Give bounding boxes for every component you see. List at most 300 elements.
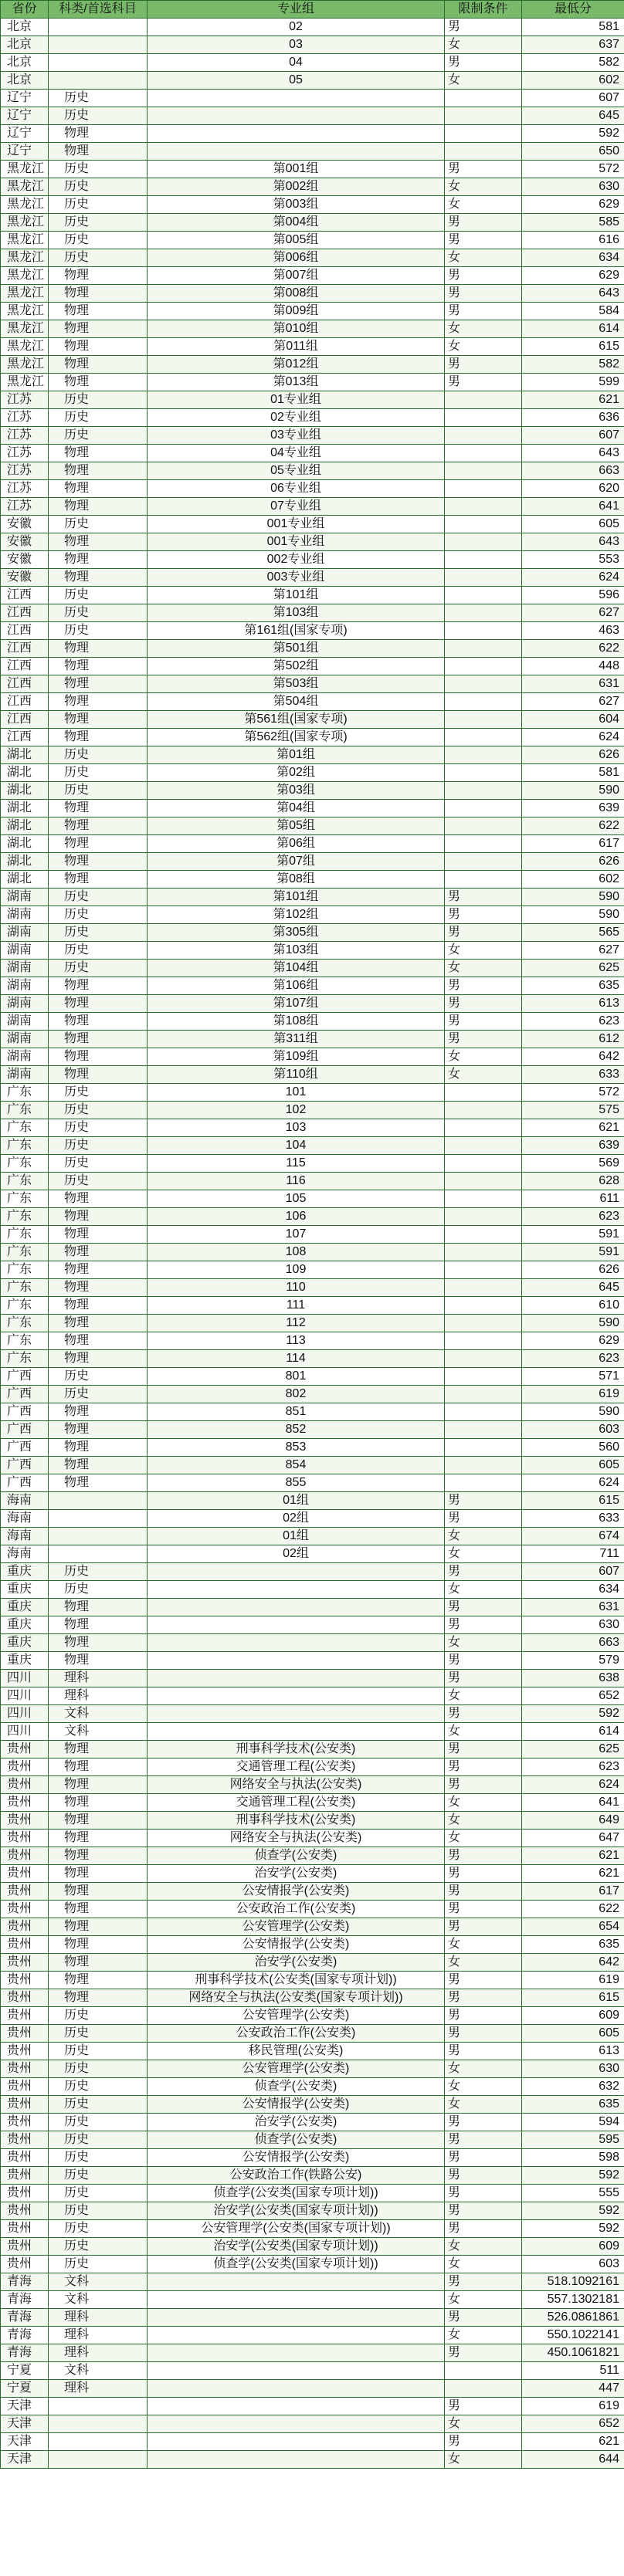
major-group-cell: 第012组 xyxy=(148,356,445,374)
subject-cell: 物理 xyxy=(49,320,148,338)
min-score-cell: 629 xyxy=(522,1332,624,1350)
table-row xyxy=(1,178,624,196)
subject-cell: 物理 xyxy=(49,1457,148,1474)
major-group-cell: 第009组 xyxy=(148,303,445,320)
table-row xyxy=(1,2114,624,2131)
limit-cell: 男 xyxy=(445,1776,522,1794)
province-cell: 广东 xyxy=(1,1084,49,1102)
table-row xyxy=(1,214,624,232)
limit-cell xyxy=(445,1439,522,1457)
major-group-cell: 853 xyxy=(148,1439,445,1457)
major-group-cell: 第001组 xyxy=(148,161,445,178)
min-score-cell: 623 xyxy=(522,1759,624,1776)
province-cell: 贵州 xyxy=(1,2043,49,2060)
limit-cell: 女 xyxy=(445,2060,522,2078)
table-row xyxy=(1,2167,624,2185)
table-row xyxy=(1,1013,624,1031)
subject-cell xyxy=(49,72,148,90)
min-score-cell: 605 xyxy=(522,1457,624,1474)
limit-cell: 男 xyxy=(445,285,522,303)
subject-cell: 文科 xyxy=(49,2291,148,2309)
min-score-cell: 605 xyxy=(522,2025,624,2043)
major-group-cell: 第103组 xyxy=(148,942,445,960)
limit-cell: 男 xyxy=(445,303,522,320)
province-cell: 广东 xyxy=(1,1226,49,1244)
min-score-cell: 596 xyxy=(522,587,624,604)
table-row xyxy=(1,711,624,729)
limit-cell: 男 xyxy=(445,2202,522,2220)
limit-cell: 女 xyxy=(445,2451,522,2469)
limit-cell: 女 xyxy=(445,960,522,977)
min-score-cell: 641 xyxy=(522,1794,624,1812)
table-row xyxy=(1,1883,624,1901)
min-score-cell: 638 xyxy=(522,1670,624,1687)
table-row xyxy=(1,1545,624,1563)
limit-cell xyxy=(445,551,522,569)
limit-cell: 女 xyxy=(445,1048,522,1066)
table-row xyxy=(1,249,624,267)
table-row xyxy=(1,1332,624,1350)
table-row xyxy=(1,1616,624,1634)
province-cell: 广西 xyxy=(1,1421,49,1439)
min-score-cell: 617 xyxy=(522,835,624,853)
subject-cell: 历史 xyxy=(49,2185,148,2202)
subject-cell: 理科 xyxy=(49,2327,148,2344)
province-cell: 湖南 xyxy=(1,1031,49,1048)
major-group-cell: 公安情报学(公安类) xyxy=(148,1883,445,1901)
subject-cell: 文科 xyxy=(49,2362,148,2380)
table-row xyxy=(1,267,624,285)
min-score-cell: 617 xyxy=(522,1883,624,1901)
subject-cell: 物理 xyxy=(49,995,148,1013)
table-row xyxy=(1,232,624,249)
province-cell: 湖南 xyxy=(1,1048,49,1066)
subject-cell: 物理 xyxy=(49,1776,148,1794)
min-score-cell: 631 xyxy=(522,1599,624,1616)
major-group-cell: 01组 xyxy=(148,1528,445,1545)
province-cell: 江苏 xyxy=(1,391,49,409)
limit-cell xyxy=(445,1421,522,1439)
limit-cell: 男 xyxy=(445,161,522,178)
table-row xyxy=(1,817,624,835)
limit-cell xyxy=(445,1244,522,1261)
limit-cell: 男 xyxy=(445,1563,522,1581)
major-group-cell xyxy=(148,2362,445,2380)
limit-cell: 女 xyxy=(445,338,522,356)
subject-cell: 理科 xyxy=(49,2309,148,2327)
major-group-cell: 113 xyxy=(148,1332,445,1350)
province-cell: 湖北 xyxy=(1,800,49,817)
subject-cell: 物理 xyxy=(49,835,148,853)
province-cell: 贵州 xyxy=(1,2167,49,2185)
province-cell: 黑龙江 xyxy=(1,249,49,267)
table-row xyxy=(1,675,624,693)
table-row xyxy=(1,374,624,391)
table-row xyxy=(1,1226,624,1244)
min-score-cell: 448 xyxy=(522,658,624,675)
province-cell: 黑龙江 xyxy=(1,320,49,338)
table-row xyxy=(1,462,624,480)
province-cell: 四川 xyxy=(1,1723,49,1741)
table-row xyxy=(1,1102,624,1119)
limit-cell: 女 xyxy=(445,1794,522,1812)
province-cell: 贵州 xyxy=(1,1918,49,1936)
province-cell: 广西 xyxy=(1,1368,49,1386)
limit-cell: 男 xyxy=(445,54,522,72)
subject-cell: 历史 xyxy=(49,2238,148,2256)
limit-cell xyxy=(445,746,522,764)
limit-cell: 女 xyxy=(445,2291,522,2309)
subject-cell: 物理 xyxy=(49,658,148,675)
limit-cell xyxy=(445,658,522,675)
province-cell: 广东 xyxy=(1,1102,49,1119)
table-row xyxy=(1,1972,624,1989)
table-row xyxy=(1,1279,624,1297)
subject-cell: 物理 xyxy=(49,1972,148,1989)
province-cell: 湖南 xyxy=(1,977,49,995)
min-score-cell: 624 xyxy=(522,729,624,746)
province-cell: 江西 xyxy=(1,693,49,711)
province-cell: 北京 xyxy=(1,54,49,72)
province-cell: 湖北 xyxy=(1,746,49,764)
province-cell: 黑龙江 xyxy=(1,161,49,178)
limit-cell: 男 xyxy=(445,374,522,391)
min-score-cell: 642 xyxy=(522,1954,624,1972)
major-group-cell: 公安政治工作(公安类) xyxy=(148,2025,445,2043)
subject-cell xyxy=(49,2433,148,2451)
limit-cell xyxy=(445,1315,522,1332)
subject-cell: 物理 xyxy=(49,1883,148,1901)
subject-cell: 文科 xyxy=(49,1723,148,1741)
limit-cell xyxy=(445,1173,522,1190)
major-group-cell: 公安情报学(公安类) xyxy=(148,1936,445,1954)
limit-cell: 女 xyxy=(445,2096,522,2114)
limit-cell: 女 xyxy=(445,1545,522,1563)
subject-cell: 历史 xyxy=(49,1563,148,1581)
table-row xyxy=(1,1865,624,1883)
min-score-cell: 615 xyxy=(522,1989,624,2007)
table-row xyxy=(1,1439,624,1457)
subject-cell: 历史 xyxy=(49,604,148,622)
min-score-cell: 629 xyxy=(522,196,624,214)
province-cell: 湖南 xyxy=(1,1013,49,1031)
table-row xyxy=(1,2025,624,2043)
min-score-cell: 615 xyxy=(522,338,624,356)
major-group-cell: 第008组 xyxy=(148,285,445,303)
subject-cell xyxy=(49,54,148,72)
min-score-cell: 635 xyxy=(522,2096,624,2114)
major-group-cell: 802 xyxy=(148,1386,445,1403)
major-group-cell: 第013组 xyxy=(148,374,445,391)
min-score-cell: 585 xyxy=(522,214,624,232)
major-group-cell: 第107组 xyxy=(148,995,445,1013)
table-row xyxy=(1,942,624,960)
min-score-cell: 632 xyxy=(522,2078,624,2096)
table-row xyxy=(1,622,624,640)
min-score-cell: 579 xyxy=(522,1652,624,1670)
major-group-cell: 07专业组 xyxy=(148,498,445,516)
province-cell: 贵州 xyxy=(1,1847,49,1865)
subject-cell: 物理 xyxy=(49,1244,148,1261)
table-row xyxy=(1,1457,624,1474)
table-row xyxy=(1,1652,624,1670)
min-score-cell: 619 xyxy=(522,2398,624,2415)
subject-cell: 物理 xyxy=(49,462,148,480)
limit-cell: 女 xyxy=(445,2256,522,2273)
limit-cell: 女 xyxy=(445,1528,522,1545)
min-score-cell: 569 xyxy=(522,1155,624,1173)
table-row xyxy=(1,924,624,942)
major-group-cell: 第005组 xyxy=(148,232,445,249)
subject-cell: 历史 xyxy=(49,249,148,267)
table-row xyxy=(1,285,624,303)
min-score-cell: 641 xyxy=(522,498,624,516)
subject-cell: 物理 xyxy=(49,1794,148,1812)
table-row xyxy=(1,1190,624,1208)
table-row xyxy=(1,1989,624,2007)
subject-cell: 物理 xyxy=(49,498,148,516)
limit-cell xyxy=(445,1155,522,1173)
subject-cell: 物理 xyxy=(49,303,148,320)
min-score-cell: 645 xyxy=(522,1279,624,1297)
subject-cell: 物理 xyxy=(49,729,148,746)
table-row xyxy=(1,1599,624,1616)
province-cell: 贵州 xyxy=(1,2238,49,2256)
province-cell: 贵州 xyxy=(1,1865,49,1883)
table-row xyxy=(1,729,624,746)
major-group-cell xyxy=(148,1670,445,1687)
major-group-cell xyxy=(148,2291,445,2309)
min-score-cell: 614 xyxy=(522,1723,624,1741)
province-cell: 广东 xyxy=(1,1244,49,1261)
subject-cell xyxy=(49,1510,148,1528)
subject-cell: 物理 xyxy=(49,1261,148,1279)
min-score-cell: 602 xyxy=(522,72,624,90)
limit-cell: 男 xyxy=(445,2131,522,2149)
major-group-cell: 05 xyxy=(148,72,445,90)
major-group-cell: 第011组 xyxy=(148,338,445,356)
table-row xyxy=(1,1066,624,1084)
min-score-cell: 598 xyxy=(522,2149,624,2167)
province-cell: 广东 xyxy=(1,1350,49,1368)
limit-cell xyxy=(445,1084,522,1102)
table-row xyxy=(1,196,624,214)
table-row xyxy=(1,54,624,72)
province-cell: 重庆 xyxy=(1,1581,49,1599)
table-row xyxy=(1,835,624,853)
province-cell: 湖北 xyxy=(1,817,49,835)
limit-cell: 女 xyxy=(445,320,522,338)
table-row xyxy=(1,2007,624,2025)
subject-cell: 物理 xyxy=(49,693,148,711)
table-row xyxy=(1,2291,624,2309)
table-row xyxy=(1,2149,624,2167)
major-group-cell: 公安管理学(公安类(国家专项计划)) xyxy=(148,2220,445,2238)
limit-cell: 男 xyxy=(445,2149,522,2167)
major-group-cell: 第101组 xyxy=(148,587,445,604)
table-row xyxy=(1,2256,624,2273)
major-group-cell: 第04组 xyxy=(148,800,445,817)
subject-cell: 物理 xyxy=(49,1066,148,1084)
major-group-cell xyxy=(148,2273,445,2291)
table-row xyxy=(1,1830,624,1847)
limit-cell: 男 xyxy=(445,356,522,374)
limit-cell xyxy=(445,835,522,853)
province-cell: 江西 xyxy=(1,675,49,693)
table-row xyxy=(1,800,624,817)
limit-cell: 女 xyxy=(445,72,522,90)
province-cell: 青海 xyxy=(1,2309,49,2327)
province-cell: 贵州 xyxy=(1,2185,49,2202)
table-row xyxy=(1,90,624,107)
min-score-cell: 643 xyxy=(522,445,624,462)
min-score-cell: 643 xyxy=(522,285,624,303)
min-score-cell: 625 xyxy=(522,1741,624,1759)
subject-cell: 历史 xyxy=(49,2149,148,2167)
subject-cell: 物理 xyxy=(49,480,148,498)
province-cell: 重庆 xyxy=(1,1563,49,1581)
major-group-cell: 第109组 xyxy=(148,1048,445,1066)
subject-cell: 物理 xyxy=(49,1616,148,1634)
province-cell: 贵州 xyxy=(1,2060,49,2078)
limit-cell xyxy=(445,107,522,125)
subject-cell: 历史 xyxy=(49,960,148,977)
major-group-cell: 101 xyxy=(148,1084,445,1102)
min-score-cell: 642 xyxy=(522,1048,624,1066)
table-row xyxy=(1,1173,624,1190)
major-group-cell xyxy=(148,2309,445,2327)
subject-cell: 物理 xyxy=(49,551,148,569)
limit-cell: 男 xyxy=(445,1759,522,1776)
table-row xyxy=(1,2398,624,2415)
major-group-cell: 851 xyxy=(148,1403,445,1421)
min-score-cell: 627 xyxy=(522,693,624,711)
limit-cell xyxy=(445,445,522,462)
major-group-cell: 治安学(公安类) xyxy=(148,2114,445,2131)
subject-cell: 物理 xyxy=(49,1013,148,1031)
limit-cell: 男 xyxy=(445,1972,522,1989)
table-row xyxy=(1,889,624,906)
table-row xyxy=(1,2380,624,2398)
limit-cell: 男 xyxy=(445,1013,522,1031)
province-cell: 江苏 xyxy=(1,427,49,445)
subject-cell: 历史 xyxy=(49,196,148,214)
province-cell: 海南 xyxy=(1,1545,49,1563)
min-score-cell: 628 xyxy=(522,1173,624,1190)
limit-cell: 男 xyxy=(445,2043,522,2060)
major-group-cell xyxy=(148,2433,445,2451)
limit-cell xyxy=(445,1261,522,1279)
major-group-cell: 第006组 xyxy=(148,249,445,267)
min-score-cell: 590 xyxy=(522,1315,624,1332)
min-score-cell: 621 xyxy=(522,2433,624,2451)
subject-cell: 历史 xyxy=(49,2025,148,2043)
limit-cell: 男 xyxy=(445,924,522,942)
table-row xyxy=(1,746,624,764)
province-cell: 贵州 xyxy=(1,1936,49,1954)
limit-cell: 男 xyxy=(445,2114,522,2131)
table-row xyxy=(1,1794,624,1812)
min-score-cell: 592 xyxy=(522,2167,624,2185)
limit-cell: 男 xyxy=(445,19,522,36)
major-group-cell: 侦查学(公安类(国家专项计划)) xyxy=(148,2256,445,2273)
major-group-cell: 治安学(公安类(国家专项计划)) xyxy=(148,2238,445,2256)
min-score-cell: 607 xyxy=(522,427,624,445)
min-score-cell: 643 xyxy=(522,533,624,551)
limit-cell xyxy=(445,1119,522,1137)
limit-cell: 男 xyxy=(445,1883,522,1901)
subject-cell: 历史 xyxy=(49,2220,148,2238)
subject-cell: 物理 xyxy=(49,1279,148,1297)
province-cell: 广西 xyxy=(1,1457,49,1474)
min-score-cell: 594 xyxy=(522,2114,624,2131)
province-cell: 天津 xyxy=(1,2433,49,2451)
limit-cell xyxy=(445,800,522,817)
limit-cell xyxy=(445,1386,522,1403)
major-group-cell: 刑事科学技术(公安类(国家专项计划)) xyxy=(148,1972,445,1989)
subject-cell: 物理 xyxy=(49,1865,148,1883)
limit-cell: 男 xyxy=(445,2398,522,2415)
province-cell: 青海 xyxy=(1,2327,49,2344)
min-score-cell: 630 xyxy=(522,2060,624,2078)
province-cell: 广西 xyxy=(1,1474,49,1492)
table-row xyxy=(1,2202,624,2220)
table-row xyxy=(1,2327,624,2344)
subject-cell: 物理 xyxy=(49,1297,148,1315)
subject-cell: 物理 xyxy=(49,871,148,889)
table-row xyxy=(1,551,624,569)
header-major-group: 专业组 xyxy=(148,1,445,19)
limit-cell: 男 xyxy=(445,995,522,1013)
limit-cell: 男 xyxy=(445,214,522,232)
min-score-cell: 590 xyxy=(522,906,624,924)
major-group-cell xyxy=(148,2327,445,2344)
province-cell: 海南 xyxy=(1,1510,49,1528)
province-cell: 江西 xyxy=(1,729,49,746)
limit-cell: 男 xyxy=(445,1616,522,1634)
table-row xyxy=(1,640,624,658)
min-score-cell: 605 xyxy=(522,516,624,533)
table-row xyxy=(1,143,624,161)
province-cell: 贵州 xyxy=(1,2149,49,2167)
table-row xyxy=(1,409,624,427)
limit-cell: 男 xyxy=(445,1599,522,1616)
table-row xyxy=(1,1723,624,1741)
table-row xyxy=(1,2096,624,2114)
major-group-cell: 102 xyxy=(148,1102,445,1119)
major-group-cell: 第106组 xyxy=(148,977,445,995)
province-cell: 贵州 xyxy=(1,1989,49,2007)
major-group-cell: 第108组 xyxy=(148,1013,445,1031)
min-score-cell: 633 xyxy=(522,1510,624,1528)
major-group-cell: 第501组 xyxy=(148,640,445,658)
subject-cell: 历史 xyxy=(49,90,148,107)
province-cell: 广东 xyxy=(1,1173,49,1190)
subject-cell xyxy=(49,2398,148,2415)
major-group-cell: 第06组 xyxy=(148,835,445,853)
table-row xyxy=(1,1421,624,1439)
subject-cell: 物理 xyxy=(49,445,148,462)
min-score-cell: 621 xyxy=(522,1865,624,1883)
table-row xyxy=(1,1687,624,1705)
major-group-cell: 第110组 xyxy=(148,1066,445,1084)
limit-cell xyxy=(445,1403,522,1421)
table-row xyxy=(1,125,624,143)
major-group-cell: 公安管理学(公安类) xyxy=(148,2007,445,2025)
province-cell: 广东 xyxy=(1,1297,49,1315)
min-score-cell: 633 xyxy=(522,1066,624,1084)
subject-cell: 历史 xyxy=(49,764,148,782)
